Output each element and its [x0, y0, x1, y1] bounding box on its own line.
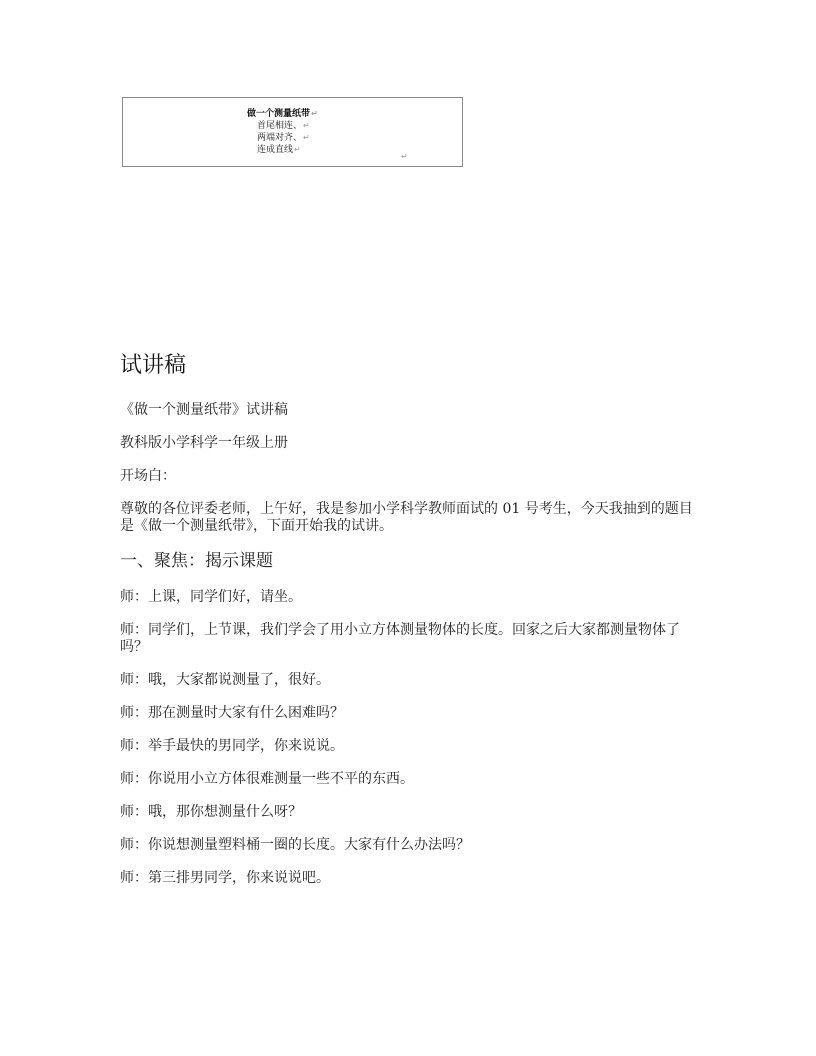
- dialogue-line: 师：举手最快的男同学，你来说说。: [120, 738, 344, 754]
- section-title: 一、聚焦：揭示课题: [120, 551, 273, 571]
- diagram-line: 两端对齐、↵: [257, 133, 310, 143]
- dialogue-line: 师：你说想测量塑料桶一圈的长度。大家有什么办法吗？: [120, 837, 470, 853]
- paragraph: 教科版小学科学一年级上册: [120, 435, 288, 451]
- document-body: [120, 402, 700, 903]
- dialogue-line: 师：你说用小立方体很难测量一些不平的东西。: [120, 771, 414, 787]
- return-mark-icon: ↵: [294, 145, 301, 154]
- return-mark-icon: ↵: [311, 109, 318, 118]
- dialogue-line: 师：哦，大家都说测量了，很好。: [120, 672, 330, 688]
- dialogue-line: 师：上课，同学们好，请坐。: [120, 589, 302, 605]
- return-mark-icon: ↵: [303, 121, 310, 130]
- paragraph: 开场白：: [120, 468, 176, 484]
- diagram-text: [247, 108, 318, 156]
- diagram-box: [122, 97, 463, 167]
- dialogue-line: 师：同学们，上节课，我们学会了用小立方体测量物体的长度。回家之后大家都测量物体了吗？: [120, 622, 680, 655]
- paragraph: 《做一个测量纸带》试讲稿: [120, 402, 288, 418]
- diagram-line: 首尾相连、↵: [257, 121, 310, 131]
- return-mark-icon: ↵: [303, 133, 310, 142]
- dialogue-line: 师：第三排男同学，你来说说吧。: [120, 870, 330, 886]
- paragraph: 尊敬的各位评委老师，上午好，我是参加小学科学教师面试的 01 号考生，今天我抽到的题目是《做一个测量纸带》，下面开始我的试讲。: [120, 501, 693, 534]
- diagram-line: 连成直线↵: [257, 145, 301, 155]
- dialogue-line: 师：那在测量时大家有什么困难吗？: [120, 705, 344, 721]
- page-title: 试讲稿: [120, 353, 187, 378]
- return-mark-icon: ↵: [401, 152, 408, 161]
- diagram-title: 做一个测量纸带↵: [247, 109, 318, 119]
- dialogue-line: 师：哦，那你想测量什么呀？: [120, 804, 302, 820]
